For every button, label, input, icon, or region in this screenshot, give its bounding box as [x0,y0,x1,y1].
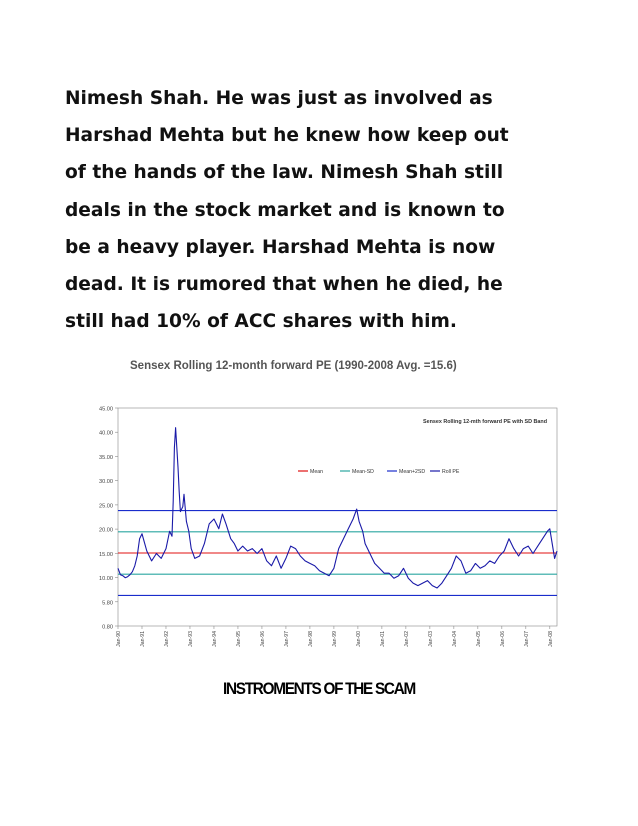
paragraph-line: Nimesh Shah. He was just as involved as [65,88,493,109]
x-tick-label: Jan-00 [355,631,362,647]
x-tick-label: Jan-04 [451,631,458,647]
chart-title: Sensex Rolling 12-month forward PE (1990-2008 Avg. =15.6) [130,360,457,372]
y-tick-label: 15.00 [99,551,113,558]
x-tick-label: Jan-93 [187,631,194,647]
y-tick-label: 45.00 [99,406,113,413]
x-tick-label: Jan-97 [283,631,290,647]
x-tick-label: Jan-94 [211,631,218,647]
x-tick-label: Jan-06 [499,631,506,647]
inner-chart-title: Sensex Rolling 12-mth forward PE with SD Band [422,419,547,425]
x-tick-label: Jan-90 [116,631,122,647]
legend-label: Mean-SD [352,469,374,475]
x-tick-label: Jan-96 [259,631,266,647]
x-tick-label: Jan-01 [379,631,386,647]
paragraph-line: still had 10% of ACC shares with him. [65,311,457,333]
y-tick-label: 30.00 [99,479,113,486]
y-tick-label: 0.80 [102,624,113,631]
paragraph-line: dead. It is rumored that when he died, he [65,274,503,296]
y-tick-label: 5.80 [102,600,113,607]
body-paragraph [65,80,565,340]
paragraph-line: of the hands of the law. Nimesh Shah still [65,162,504,184]
x-tick-label: Jan-02 [403,631,410,647]
legend-label: Roll PE [442,469,460,475]
x-tick-label: Jan-91 [139,631,146,647]
pe-chart-figure [90,356,565,656]
section-caption: INSTROMENTS OF THE SCAM [222,679,416,698]
x-tick-label: Jan-95 [235,631,242,647]
paragraph-line: deals in the stock market and is known to [65,199,505,221]
x-tick-label: Jan-07 [523,631,530,647]
plot-area [118,408,557,626]
y-tick-label: 20.00 [99,527,113,534]
x-tick-label: Jan-99 [331,631,338,647]
x-tick-label: Jan-05 [475,631,482,647]
y-tick-label: 10.00 [99,576,113,583]
x-tick-label: Jan-98 [307,631,314,647]
x-tick-label: Jan-03 [427,631,434,647]
pe-chart [90,356,565,656]
paragraph-line: Harshad Mehta but he knew how keep out [65,125,509,147]
legend-label: Mean+2SD [399,469,426,475]
paragraph-line: be a heavy player. Harshad Mehta is now [65,236,496,258]
x-tick-label: Jan-92 [163,631,170,647]
legend-label: Mean [310,469,323,475]
y-tick-label: 35.00 [99,454,113,461]
y-tick-label: 25.00 [99,503,113,510]
y-tick-label: 40.00 [99,430,113,437]
x-tick-label: Jan-08 [547,631,554,647]
